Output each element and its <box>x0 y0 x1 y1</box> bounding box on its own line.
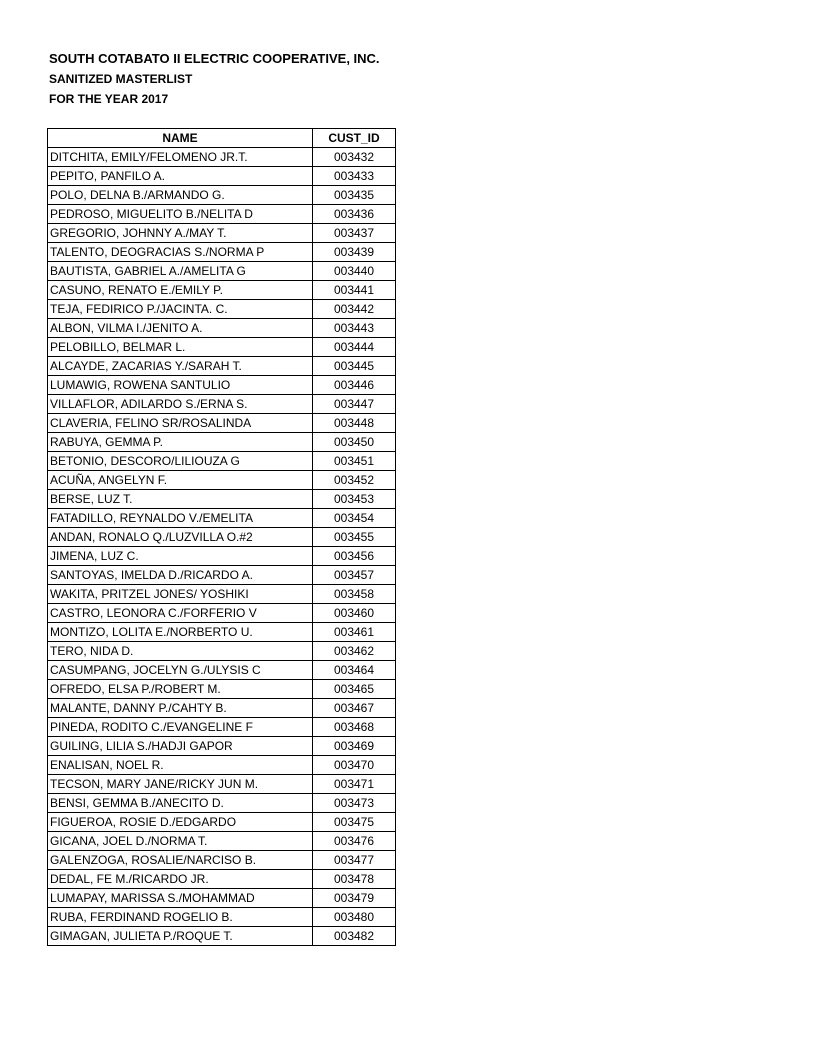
table-row <box>48 452 396 471</box>
table-row <box>48 509 396 528</box>
customer-id-cell: 003446 <box>313 376 396 395</box>
table-row <box>48 243 396 262</box>
customer-id-cell: 003462 <box>313 642 396 661</box>
table-row <box>48 414 396 433</box>
table-row <box>48 186 396 205</box>
customer-name-cell: RABUYA, GEMMA P. <box>48 433 313 452</box>
customer-id-cell: 003475 <box>313 813 396 832</box>
customer-name-cell: VILLAFLOR, ADILARDO S./ERNA S. <box>48 395 313 414</box>
table-row <box>48 623 396 642</box>
customer-id-cell: 003447 <box>313 395 396 414</box>
organization-title: SOUTH COTABATO II ELECTRIC COOPERATIVE, INC. <box>49 51 380 66</box>
customer-name-cell: TALENTO, DEOGRACIAS S./NORMA P <box>48 243 313 262</box>
customer-id-cell: 003450 <box>313 433 396 452</box>
customer-id-cell: 003461 <box>313 623 396 642</box>
customer-id-cell: 003473 <box>313 794 396 813</box>
customer-name-cell: CLAVERIA, FELINO SR/ROSALINDA <box>48 414 313 433</box>
customer-name-cell: ACUÑA, ANGELYN F. <box>48 471 313 490</box>
table-row <box>48 490 396 509</box>
table-row <box>48 319 396 338</box>
year-line: FOR THE YEAR 2017 <box>49 92 169 106</box>
table-row <box>48 756 396 775</box>
customer-id-cell: 003458 <box>313 585 396 604</box>
table-row <box>48 851 396 870</box>
table-row <box>48 661 396 680</box>
table-row <box>48 471 396 490</box>
customer-name-cell: BERSE, LUZ T. <box>48 490 313 509</box>
customer-id-cell: 003460 <box>313 604 396 623</box>
document-header <box>49 50 380 110</box>
table-row <box>48 927 396 946</box>
customer-name-cell: PEDROSO, MIGUELITO B./NELITA D <box>48 205 313 224</box>
customer-id-cell: 003451 <box>313 452 396 471</box>
table-row <box>48 737 396 756</box>
customer-id-cell: 003479 <box>313 889 396 908</box>
customer-name-cell: LUMAPAY, MARISSA S./MOHAMMAD <box>48 889 313 908</box>
customer-name-cell: PELOBILLO, BELMAR L. <box>48 338 313 357</box>
customer-name-cell: TECSON, MARY JANE/RICKY JUN M. <box>48 775 313 794</box>
column-header-name: NAME <box>48 129 313 148</box>
customer-name-cell: FIGUEROA, ROSIE D./EDGARDO <box>48 813 313 832</box>
table-row <box>48 642 396 661</box>
table-row <box>48 262 396 281</box>
table-row <box>48 205 396 224</box>
customer-id-cell: 003467 <box>313 699 396 718</box>
customer-id-cell: 003455 <box>313 528 396 547</box>
customer-name-cell: RUBA, FERDINAND ROGELIO B. <box>48 908 313 927</box>
customer-name-cell: BENSI, GEMMA B./ANECITO D. <box>48 794 313 813</box>
customer-id-cell: 003439 <box>313 243 396 262</box>
customer-id-cell: 003433 <box>313 167 396 186</box>
table-row <box>48 699 396 718</box>
customer-name-cell: ENALISAN, NOEL R. <box>48 756 313 775</box>
table-row <box>48 528 396 547</box>
customer-name-cell: POLO, DELNA B./ARMANDO G. <box>48 186 313 205</box>
customer-id-cell: 003448 <box>313 414 396 433</box>
customer-name-cell: CASUMPANG, JOCELYN G./ULYSIS C <box>48 661 313 680</box>
customer-name-cell: DITCHITA, EMILY/FELOMENO JR.T. <box>48 148 313 167</box>
customer-id-cell: 003456 <box>313 547 396 566</box>
table-row <box>48 889 396 908</box>
customer-name-cell: OFREDO, ELSA P./ROBERT M. <box>48 680 313 699</box>
customer-id-cell: 003478 <box>313 870 396 889</box>
customer-name-cell: TERO, NIDA D. <box>48 642 313 661</box>
customer-id-cell: 003476 <box>313 832 396 851</box>
customer-id-cell: 003457 <box>313 566 396 585</box>
table-row <box>48 395 396 414</box>
customer-name-cell: SANTOYAS, IMELDA D./RICARDO A. <box>48 566 313 585</box>
table-row <box>48 813 396 832</box>
table-row <box>48 376 396 395</box>
customer-name-cell: DEDAL, FE M./RICARDO JR. <box>48 870 313 889</box>
table-row <box>48 775 396 794</box>
table-row <box>48 281 396 300</box>
table-row <box>48 566 396 585</box>
table-row <box>48 585 396 604</box>
customer-id-cell: 003465 <box>313 680 396 699</box>
table-row <box>48 870 396 889</box>
column-header-cust-id: CUST_ID <box>313 129 396 148</box>
customer-id-cell: 003443 <box>313 319 396 338</box>
customer-name-cell: FATADILLO, REYNALDO V./EMELITA <box>48 509 313 528</box>
customer-id-cell: 003435 <box>313 186 396 205</box>
customer-name-cell: JIMENA, LUZ C. <box>48 547 313 566</box>
customer-name-cell: LUMAWIG, ROWENA SANTULIO <box>48 376 313 395</box>
customer-name-cell: CASUNO, RENATO E./EMILY P. <box>48 281 313 300</box>
customer-name-cell: GICANA, JOEL D./NORMA T. <box>48 832 313 851</box>
customer-name-cell: GUILING, LILIA S./HADJI GAPOR <box>48 737 313 756</box>
customer-id-cell: 003432 <box>313 148 396 167</box>
customer-name-cell: GIMAGAN, JULIETA P./ROQUE T. <box>48 927 313 946</box>
table-row <box>48 167 396 186</box>
customer-name-cell: ALCAYDE, ZACARIAS Y./SARAH T. <box>48 357 313 376</box>
customer-id-cell: 003464 <box>313 661 396 680</box>
table-header-row <box>48 129 396 148</box>
customer-id-cell: 003442 <box>313 300 396 319</box>
customer-id-cell: 003470 <box>313 756 396 775</box>
table-row <box>48 300 396 319</box>
customer-id-cell: 003440 <box>313 262 396 281</box>
table-row <box>48 908 396 927</box>
table-row <box>48 148 396 167</box>
customer-id-cell: 003445 <box>313 357 396 376</box>
customer-id-cell: 003471 <box>313 775 396 794</box>
customer-id-cell: 003482 <box>313 927 396 946</box>
customer-id-cell: 003452 <box>313 471 396 490</box>
table-row <box>48 718 396 737</box>
customer-name-cell: GALENZOGA, ROSALIE/NARCISO B. <box>48 851 313 870</box>
table-row <box>48 680 396 699</box>
customer-name-cell: PEPITO, PANFILO A. <box>48 167 313 186</box>
customer-id-cell: 003444 <box>313 338 396 357</box>
table-row <box>48 357 396 376</box>
table-body <box>48 148 396 946</box>
customer-id-cell: 003453 <box>313 490 396 509</box>
customer-id-cell: 003468 <box>313 718 396 737</box>
customer-name-cell: MONTIZO, LOLITA E./NORBERTO U. <box>48 623 313 642</box>
document-subtitle: SANITIZED MASTERLIST <box>49 72 193 86</box>
table-row <box>48 433 396 452</box>
customer-name-cell: MALANTE, DANNY P./CAHTY B. <box>48 699 313 718</box>
table-row <box>48 832 396 851</box>
table-row <box>48 794 396 813</box>
customer-id-cell: 003454 <box>313 509 396 528</box>
table-row <box>48 338 396 357</box>
customer-name-cell: TEJA, FEDIRICO P./JACINTA. C. <box>48 300 313 319</box>
customer-name-cell: ALBON, VILMA I./JENITO A. <box>48 319 313 338</box>
customer-name-cell: BAUTISTA, GABRIEL A./AMELITA G <box>48 262 313 281</box>
customer-name-cell: BETONIO, DESCORO/LILIOUZA G <box>48 452 313 471</box>
customer-id-cell: 003441 <box>313 281 396 300</box>
customer-name-cell: WAKITA, PRITZEL JONES/ YOSHIKI <box>48 585 313 604</box>
table-row <box>48 547 396 566</box>
customer-id-cell: 003437 <box>313 224 396 243</box>
customer-name-cell: CASTRO, LEONORA C./FORFERIO V <box>48 604 313 623</box>
table-row <box>48 224 396 243</box>
table-row <box>48 604 396 623</box>
customer-name-cell: GREGORIO, JOHNNY A./MAY T. <box>48 224 313 243</box>
customer-id-cell: 003469 <box>313 737 396 756</box>
customer-name-cell: PINEDA, RODITO C./EVANGELINE F <box>48 718 313 737</box>
customer-id-cell: 003436 <box>313 205 396 224</box>
customer-id-cell: 003477 <box>313 851 396 870</box>
masterlist-table <box>47 128 396 946</box>
customer-id-cell: 003480 <box>313 908 396 927</box>
customer-name-cell: ANDAN, RONALO Q./LUZVILLA O.#2 <box>48 528 313 547</box>
